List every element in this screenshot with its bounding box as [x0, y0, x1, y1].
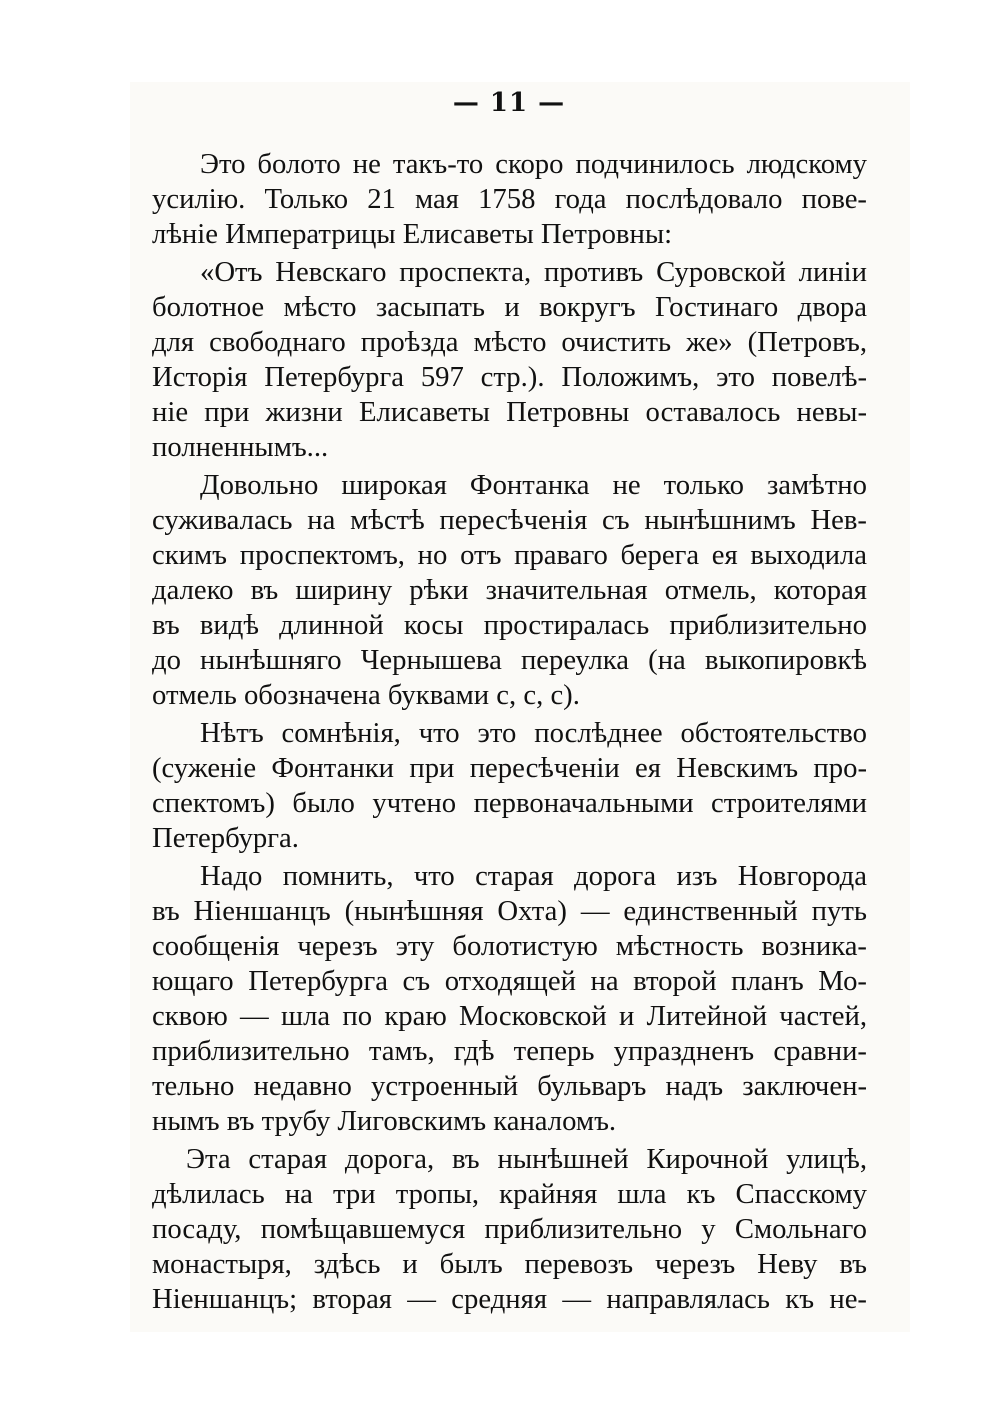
- paragraph: [152, 147, 867, 252]
- text-line: тельно недавно устроенный бульваръ надъ заключен-: [152, 1070, 867, 1102]
- text-line: суживалась на мѣстѣ пересѣченія съ нынѣшнимъ Нев-: [152, 504, 867, 536]
- text-line: Эта старая дорога, въ нынѣшней Кирочной улицѣ,: [186, 1143, 867, 1175]
- text-line: Надо помнить, что старая дорога изъ Новгорода: [200, 860, 867, 892]
- text-line: полненнымъ...: [152, 431, 329, 463]
- text-line: ніе при жизни Елисаветы Петровны оставалось невы-: [152, 396, 867, 428]
- text-line: Петербурга.: [152, 822, 299, 854]
- text-line: далеко въ ширину рѣки значительная отмель, которая: [152, 574, 867, 606]
- text-line: монастыря, здѣсь и былъ перевозъ черезъ Неву въ: [152, 1248, 867, 1280]
- text-line: посаду, помѣщавшемуся приблизительно у Смольнаго: [152, 1213, 867, 1245]
- text-line: Довольно широкая Фонтанка не только замѣтно: [200, 469, 867, 501]
- text-line: болотное мѣсто засыпать и вокругъ Гостинаго двора: [152, 291, 867, 323]
- text-line: Исторія Петербурга 597 стр.). Положимъ, это повелѣ-: [152, 361, 867, 393]
- paragraph: [152, 468, 867, 713]
- text-line: усилію. Только 21 мая 1758 года послѣдовало пове-: [152, 183, 867, 215]
- text-line: въ видѣ длинной косы простиралась приблизительно: [152, 609, 867, 641]
- quotation-paragraph: [152, 255, 867, 465]
- text-line: Нѣтъ сомнѣнія, что это послѣднее обстоятельство: [200, 717, 867, 749]
- text-line: до нынѣшняго Чернышева переулка (на выкопировкѣ: [152, 644, 867, 676]
- text-line: сообщенія черезъ эту болотистую мѣстность возника-: [152, 930, 867, 962]
- text-line: скимъ проспектомъ, но отъ праваго берега ея выходила: [152, 539, 867, 571]
- text-line: Ніеншанцъ; вторая — средняя — направлялась къ не-: [152, 1283, 867, 1315]
- text-line: спектомъ) было учтено первоначальными строителями: [152, 787, 867, 819]
- text-line: для свободнаго проѣзда мѣсто очистить же» (Петровъ,: [152, 326, 867, 358]
- text-line: ющаго Петербурга съ отходящей на второй планъ Мо-: [152, 965, 867, 997]
- page-body: [152, 147, 867, 1320]
- text-line: лѣніе Императрицы Елисаветы Петровны:: [152, 218, 673, 250]
- text-line: (суженіе Фонтанки при пересѣченіи ея Невскимъ про-: [152, 752, 867, 784]
- text-line: сквою — шла по краю Московской и Литейной частей,: [152, 1000, 867, 1032]
- text-line: Это болото не такъ-то скоро подчинилось людскому: [200, 148, 867, 180]
- text-line: дѣлилась на три тропы, крайняя шла къ Спасскому: [152, 1178, 867, 1210]
- text-line: «Отъ Невскаго проспекта, противъ Суровской линіи: [200, 256, 867, 288]
- text-line: приблизительно тамъ, гдѣ теперь упраздненъ сравни-: [152, 1035, 867, 1067]
- page-number: — 11 —: [452, 88, 566, 118]
- text-line: нымъ въ трубу Лиговскимъ каналомъ.: [152, 1105, 617, 1137]
- paragraph: [152, 716, 867, 856]
- text-line: въ Ніеншанцъ (нынѣшняя Охта) — единственный путь: [152, 895, 867, 927]
- paragraph: [152, 1142, 867, 1317]
- text-line: отмель обозначена буквами с, с, с).: [152, 679, 580, 711]
- paragraph: [152, 859, 867, 1139]
